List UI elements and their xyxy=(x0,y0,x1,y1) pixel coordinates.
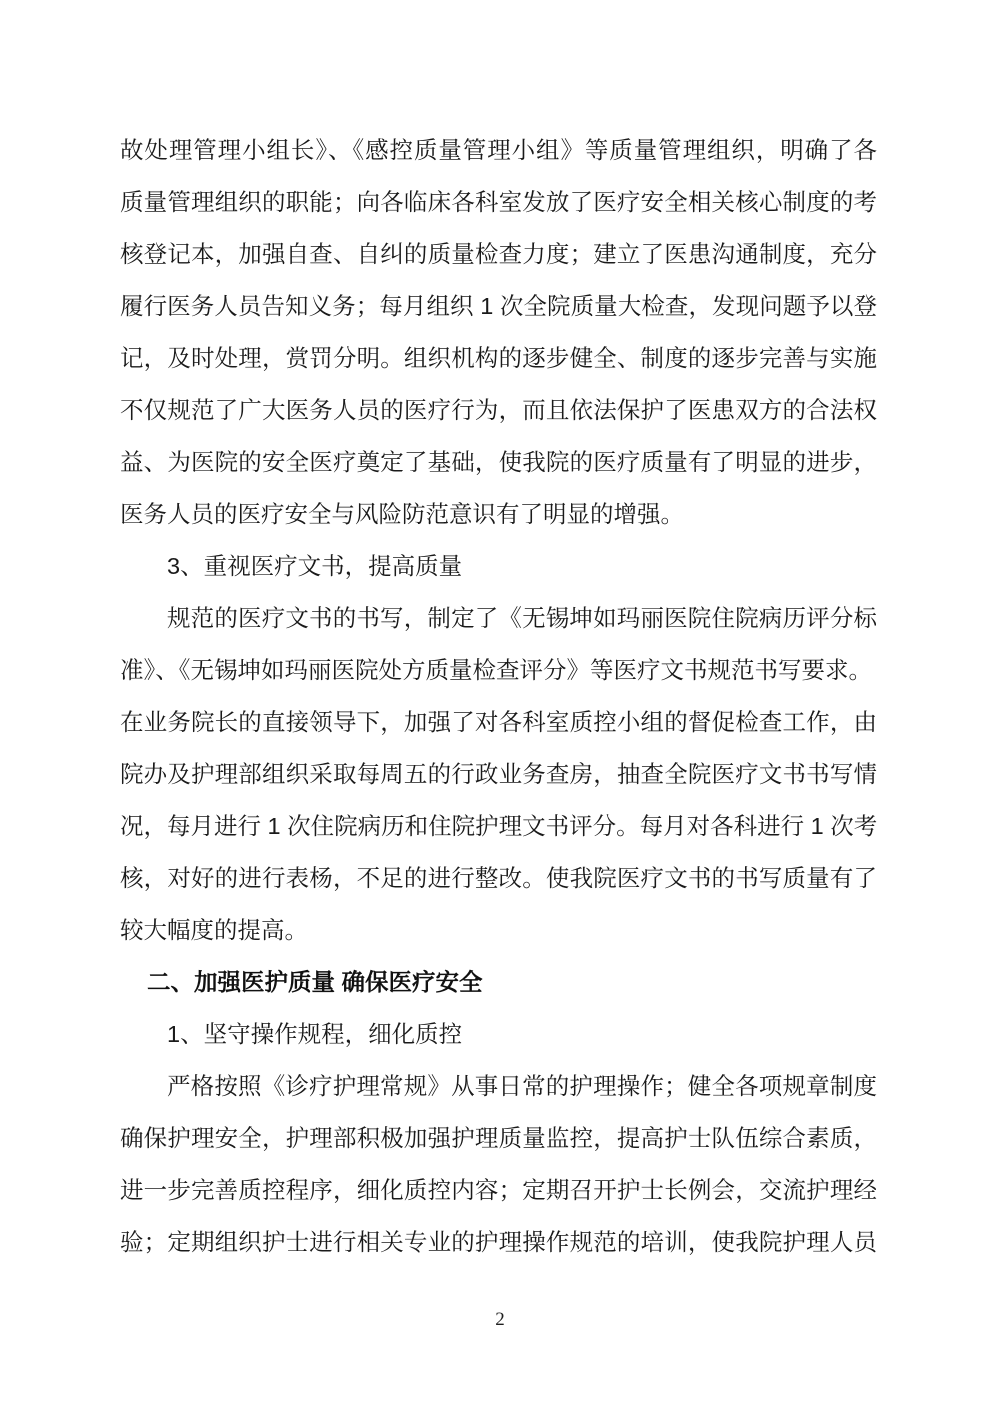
text-line: 确保护理安全，护理部积极加强护理质量监控，提高护士队伍综合素质， xyxy=(120,1125,877,1151)
text-line: 准》、《无锡坤如玛丽医院处方质量检查评分》等医疗文书规范书写要求。 xyxy=(120,657,872,683)
para-medical-documents-detail xyxy=(120,592,877,956)
text-line: 核登记本，加强自查、自纠的质量检查力度；建立了医患沟通制度，充分 xyxy=(120,241,877,267)
document-body xyxy=(120,124,877,1268)
text-line: 院办及护理部组织采取每周五的行政业务查房，抽查全院医疗文书书写情 xyxy=(120,761,877,787)
para-subtitle-medical-documents xyxy=(120,540,877,592)
text-line: 故处理管理小组长》、《感控质量管理小组》等质量管理组织，明确了各 xyxy=(120,137,877,163)
text-line: 进一步完善质控程序，细化质控内容；定期召开护士长例会，交流护理经 xyxy=(120,1177,877,1203)
text-line: 验；定期组织护士进行相关专业的护理操作规范的培训，使我院护理人员 xyxy=(120,1229,877,1255)
text-line: 严格按照《诊疗护理常规》从事日常的护理操作；健全各项规章制度 xyxy=(167,1073,877,1099)
text-line: 较大幅度的提高。 xyxy=(120,917,308,943)
text-line: 医务人员的医疗安全与风险防范意识有了明显的增强。 xyxy=(120,501,684,527)
text-line: 1、坚守操作规程，细化质控 xyxy=(167,1021,463,1047)
text-line: 核，对好的进行表杨，不足的进行整改。使我院医疗文书的书写质量有了 xyxy=(120,865,877,891)
text-line: 规范的医疗文书的书写，制定了《无锡坤如玛丽医院住院病历评分标 xyxy=(167,605,877,631)
text-line: 记，及时处理，赏罚分明。组织机构的逐步健全、制度的逐步完善与实施 xyxy=(120,345,877,371)
text-line: 况，每月进行 1 次住院病历和住院护理文书评分。每月对各科进行 1 次考 xyxy=(120,813,878,839)
heading-section-two xyxy=(120,956,877,1008)
text-line: 履行医务人员告知义务；每月组织 1 次全院质量大检查，发现问题予以登 xyxy=(120,293,877,319)
text-line: 益、为医院的安全医疗奠定了基础，使我院的医疗质量有了明显的进步， xyxy=(120,449,877,475)
text-line: 二、加强医护质量 确保医疗安全 xyxy=(147,969,483,995)
para-nursing-quality xyxy=(120,1060,877,1268)
text-line: 质量管理组织的职能；向各临床各科室发放了医疗安全相关核心制度的考 xyxy=(120,189,877,215)
para-subtitle-operation-rules xyxy=(120,1008,877,1060)
page-number: 2 xyxy=(495,1309,505,1330)
text-line: 不仅规范了广大医务人员的医疗行为，而且依法保护了医患双方的合法权 xyxy=(120,397,877,423)
para-quality-organizations-continuation xyxy=(120,124,877,540)
text-line: 3、重视医疗文书，提高质量 xyxy=(167,553,463,579)
text-line: 在业务院长的直接领导下，加强了对各科室质控小组的督促检查工作，由 xyxy=(120,709,877,735)
